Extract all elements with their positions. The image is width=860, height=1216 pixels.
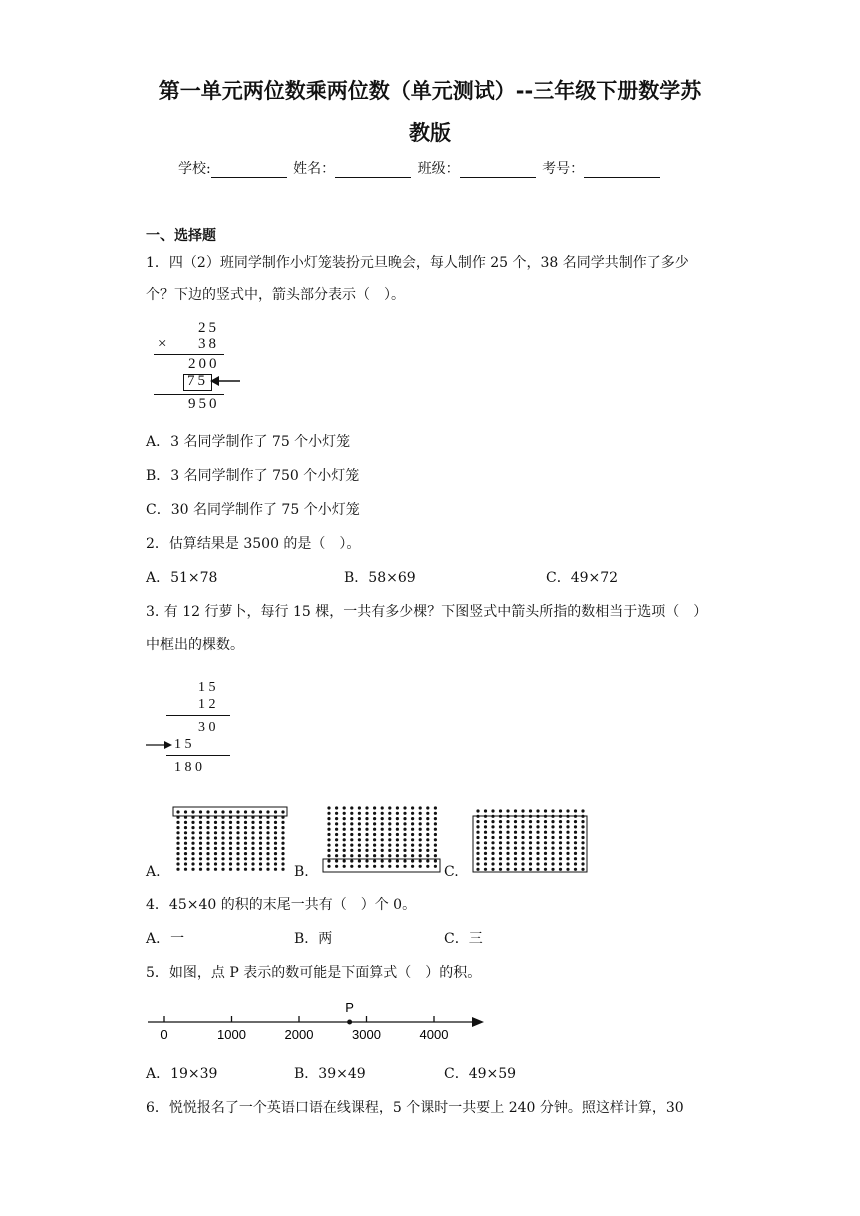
tick-label: 1000 [217,1027,246,1042]
class-blank[interactable] [460,163,536,178]
q1-multiplicand: 25 [198,320,219,336]
exam-number-label: 考号： [542,161,585,177]
right-arrow-icon [146,739,172,751]
q3-text: 3. 有 12 行萝卜，每行 15 棵，一共有多少棵？下图竖式中箭头所指的数相当于选项（ ） [146,604,708,620]
q1-vertical-calculation [150,318,250,414]
tick-label: 2000 [284,1027,314,1042]
q5-option-b[interactable]: B．39×49 [294,1066,366,1082]
q3-option-b-label[interactable]: B. [294,864,309,880]
q1-option-a[interactable]: A．3 名同学制作了 75 个小灯笼 [146,434,351,450]
number-line [146,996,490,1048]
q3-multiplicand: 1 5 [198,680,216,695]
q4-text: 4．45×40 的积的末尾一共有（ ）个 0。 [146,897,417,913]
page-title: 第一单元两位数乘两位数（单元测试）--三年级下册数学苏 [158,79,702,103]
point-p-label: P [345,1000,354,1015]
dot-grid-a [172,806,290,874]
name-label: 姓名： [293,161,336,177]
q1-partial-product-1: 200 [188,356,220,372]
class-label: 班级： [417,161,460,177]
point-p [347,1020,352,1025]
q4-option-b[interactable]: B．两 [294,931,333,947]
q1-multiplier: 38 [198,336,219,352]
left-arrow-icon [210,374,242,388]
q4-option-a[interactable]: A．一 [146,931,185,947]
exam-number-blank[interactable] [584,163,660,178]
q3-option-c-label[interactable]: C. [444,864,459,880]
school-label: 学校: [178,161,211,177]
q1-partial-product-2: 75 [187,373,208,389]
page-title-cont: 教版 [409,121,451,145]
q3-multiplier: 1 2 [198,697,216,712]
q2-text: 2．估算结果是 3500 的是（ ）。 [146,536,361,552]
student-info-fields [178,158,662,178]
q3-text-cont: 中框出的棵数。 [146,637,244,653]
q3-vertical-calculation [146,680,246,776]
tick-label: 3000 [352,1027,381,1042]
times-sign: × [158,336,167,352]
q5-text: 5．如图，点 P 表示的数可能是下面算式（ ）的积。 [146,965,482,981]
q4-option-c[interactable]: C．三 [444,931,483,947]
q6-text: 6．悦悦报名了一个英语口语在线课程，5 个课时一共要上 240 分钟。照这样计算，30 [146,1100,684,1116]
name-blank[interactable] [335,163,411,178]
q3-option-a-label[interactable]: A. [146,864,161,880]
q1-text: 1．四（2）班同学制作小灯笼装扮元旦晚会，每人制作 25 个，38 名同学共制作了多少 [146,255,689,271]
q3-product: 1 8 0 [174,760,202,775]
q5-option-c[interactable]: C．49×59 [444,1066,517,1082]
q5-option-a[interactable]: A．19×39 [146,1066,218,1082]
dot-grid-c [472,806,590,874]
school-blank[interactable] [211,163,287,178]
q2-option-a[interactable]: A．51×78 [146,570,218,586]
q1-text-cont: 个？下边的竖式中，箭头部分表示（ ）。 [146,287,405,303]
q3-partial-product-2: 1 5 [174,737,192,752]
axis-arrow-icon [472,1017,484,1027]
section-heading: 一、选择题 [146,228,216,244]
q3-partial-product-1: 3 0 [198,720,216,735]
q1-option-c[interactable]: C．30 名同学制作了 75 个小灯笼 [146,502,360,518]
dot-grid-b [322,804,442,876]
tick-label: 4000 [419,1027,449,1042]
q1-product: 950 [188,396,220,412]
q2-option-b[interactable]: B．58×69 [344,570,416,586]
tick-label: 0 [160,1027,168,1042]
q1-option-b[interactable]: B．3 名同学制作了 750 个小灯笼 [146,468,360,484]
q2-option-c[interactable]: C．49×72 [546,570,619,586]
